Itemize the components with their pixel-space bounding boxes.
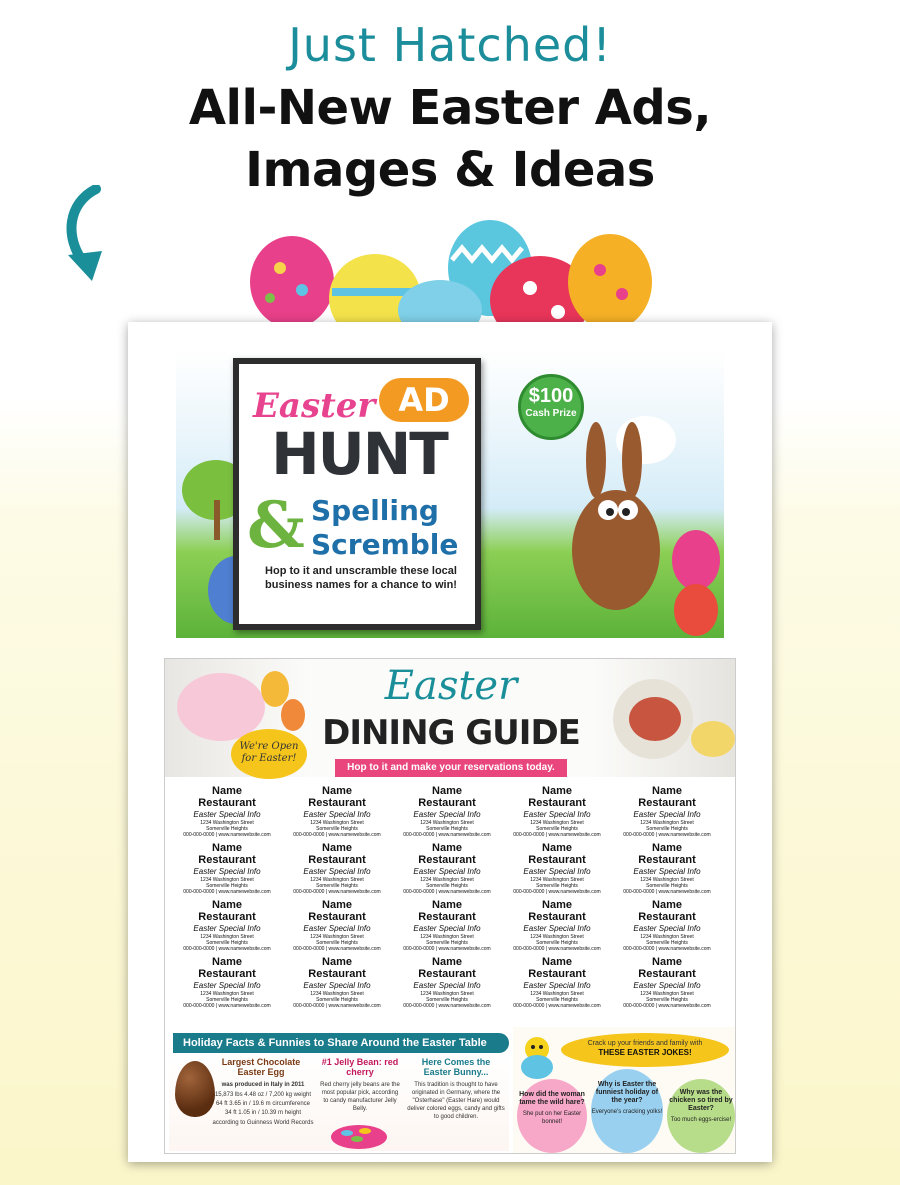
restaurant-type: Restaurant bbox=[638, 968, 696, 980]
restaurant-address: 1234 Washington Street bbox=[310, 934, 364, 940]
restaurant-address: 1234 Washington Street bbox=[640, 991, 694, 997]
restaurant-type: Restaurant bbox=[198, 911, 256, 923]
fact-easter-bunny-body: This tradition is thought to have originated in Germany, where the "Osterhase" (Easter Hare) would deliver colored eggs, candy and gifts to good children. bbox=[407, 1082, 505, 1120]
prize-label: Cash Prize bbox=[525, 408, 577, 419]
restaurant-city: Somerville Heights bbox=[646, 826, 688, 832]
restaurant-type: Restaurant bbox=[418, 854, 476, 866]
restaurant-type: Restaurant bbox=[418, 968, 476, 980]
restaurant-name: Name bbox=[322, 842, 352, 854]
restaurant-special-info: Easter Special Info bbox=[193, 981, 261, 990]
restaurant-name: Name bbox=[212, 899, 242, 911]
restaurant-listing bbox=[173, 956, 281, 1009]
restaurant-address: 1234 Washington Street bbox=[640, 934, 694, 940]
easter-jokes-section bbox=[513, 1027, 736, 1154]
joke-2 bbox=[591, 1069, 663, 1153]
fact-largest-egg-weight: 15,873 lbs 4.48 oz / 7,200 kg weight bbox=[214, 1092, 312, 1098]
restaurant-contact: 000-000-0000 | www.namewebsite.com bbox=[183, 832, 271, 838]
restaurant-name: Name bbox=[652, 956, 682, 968]
restaurant-city: Somerville Heights bbox=[206, 826, 248, 832]
jokes-title: THESE EASTER JOKES! bbox=[598, 1048, 692, 1057]
restaurant-name: Name bbox=[542, 956, 572, 968]
restaurant-name: Name bbox=[542, 842, 572, 854]
restaurant-listing bbox=[613, 899, 721, 952]
restaurant-contact: 000-000-0000 | www.namewebsite.com bbox=[403, 832, 491, 838]
restaurant-city: Somerville Heights bbox=[646, 883, 688, 889]
restaurant-type: Restaurant bbox=[308, 854, 366, 866]
restaurant-city: Somerville Heights bbox=[536, 940, 578, 946]
restaurant-listing bbox=[283, 956, 391, 1009]
restaurant-type: Restaurant bbox=[638, 911, 696, 923]
hunt-ad-badge: AD bbox=[379, 378, 469, 422]
restaurant-contact: 000-000-0000 | www.namewebsite.com bbox=[623, 946, 711, 952]
restaurant-type: Restaurant bbox=[528, 911, 586, 923]
restaurant-special-info: Easter Special Info bbox=[193, 810, 261, 819]
restaurant-name: Name bbox=[432, 842, 462, 854]
restaurant-listing bbox=[283, 842, 391, 895]
restaurant-name: Name bbox=[322, 956, 352, 968]
restaurant-address: 1234 Washington Street bbox=[200, 820, 254, 826]
restaurant-contact: 000-000-0000 | www.namewebsite.com bbox=[403, 889, 491, 895]
restaurant-city: Somerville Heights bbox=[206, 940, 248, 946]
restaurant-listing bbox=[393, 785, 501, 838]
hunt-easter-word: Easter bbox=[253, 386, 376, 426]
restaurant-special-info: Easter Special Info bbox=[633, 810, 701, 819]
prize-amount: $100 bbox=[528, 385, 574, 407]
restaurant-name: Name bbox=[432, 785, 462, 797]
restaurant-special-info: Easter Special Info bbox=[193, 924, 261, 933]
restaurant-listing bbox=[503, 785, 611, 838]
restaurant-address: 1234 Washington Street bbox=[420, 991, 474, 997]
restaurant-special-info: Easter Special Info bbox=[193, 867, 261, 876]
restaurant-address: 1234 Washington Street bbox=[530, 934, 584, 940]
restaurant-listing bbox=[393, 899, 501, 952]
restaurant-contact: 000-000-0000 | www.namewebsite.com bbox=[623, 832, 711, 838]
restaurant-contact: 000-000-0000 | www.namewebsite.com bbox=[293, 946, 381, 952]
restaurant-city: Somerville Heights bbox=[316, 826, 358, 832]
restaurant-contact: 000-000-0000 | www.namewebsite.com bbox=[183, 889, 271, 895]
joke-2-question: Why is Easter the funniest holiday of the year? bbox=[595, 1081, 659, 1104]
restaurant-type: Restaurant bbox=[418, 797, 476, 809]
restaurant-city: Somerville Heights bbox=[536, 997, 578, 1003]
restaurant-listing bbox=[283, 899, 391, 952]
open-for-easter-badge: We're Open for Easter! bbox=[231, 729, 307, 779]
restaurant-special-info: Easter Special Info bbox=[523, 810, 591, 819]
fact-largest-egg-source: according to Guinness World Records bbox=[212, 1120, 314, 1126]
restaurant-listing bbox=[503, 842, 611, 895]
restaurant-type: Restaurant bbox=[528, 968, 586, 980]
restaurant-listing bbox=[613, 842, 721, 895]
restaurant-type: Restaurant bbox=[308, 968, 366, 980]
restaurant-type: Restaurant bbox=[638, 854, 696, 866]
joke-1-question: How did the woman tame the wild hare? bbox=[519, 1091, 585, 1106]
restaurant-special-info: Easter Special Info bbox=[523, 924, 591, 933]
joke-3 bbox=[667, 1079, 735, 1153]
restaurant-contact: 000-000-0000 | www.namewebsite.com bbox=[513, 832, 601, 838]
restaurant-listing bbox=[173, 899, 281, 952]
restaurant-address: 1234 Washington Street bbox=[530, 820, 584, 826]
restaurant-name: Name bbox=[212, 956, 242, 968]
easter-eggs-image bbox=[240, 220, 660, 330]
restaurant-contact: 000-000-0000 | www.namewebsite.com bbox=[513, 946, 601, 952]
restaurant-city: Somerville Heights bbox=[646, 940, 688, 946]
restaurant-address: 1234 Washington Street bbox=[640, 820, 694, 826]
restaurant-type: Restaurant bbox=[308, 911, 366, 923]
restaurant-name: Name bbox=[322, 899, 352, 911]
restaurant-contact: 000-000-0000 | www.namewebsite.com bbox=[403, 946, 491, 952]
restaurant-name: Name bbox=[212, 785, 242, 797]
restaurant-listing bbox=[173, 842, 281, 895]
restaurant-address: 1234 Washington Street bbox=[310, 820, 364, 826]
restaurant-listing bbox=[503, 956, 611, 1009]
fact-jelly-bean-title: #1 Jelly Bean: red cherry bbox=[321, 1057, 399, 1077]
fact-easter-bunny-title: Here Comes the Easter Bunny... bbox=[421, 1057, 491, 1077]
restaurant-name: Name bbox=[432, 956, 462, 968]
restaurant-address: 1234 Washington Street bbox=[530, 877, 584, 883]
hunt-subtitle: Hop to it and unscramble these local business names for a chance to win! bbox=[265, 565, 457, 591]
restaurant-special-info: Easter Special Info bbox=[303, 981, 371, 990]
restaurant-contact: 000-000-0000 | www.namewebsite.com bbox=[623, 889, 711, 895]
hunt-scramble-word: Scremble bbox=[311, 528, 459, 561]
jokes-banner bbox=[561, 1033, 729, 1067]
header-title-line2: Images & Ideas bbox=[245, 142, 655, 198]
dining-reservation-banner: Hop to it and make your reservations today. bbox=[335, 759, 567, 777]
hunt-ampersand: & bbox=[247, 488, 305, 563]
restaurant-name: Name bbox=[542, 899, 572, 911]
restaurant-special-info: Easter Special Info bbox=[633, 924, 701, 933]
restaurant-special-info: Easter Special Info bbox=[303, 810, 371, 819]
holiday-facts-bar: Holiday Facts & Funnies to Share Around the Easter Table bbox=[173, 1033, 509, 1053]
restaurant-city: Somerville Heights bbox=[316, 997, 358, 1003]
restaurant-address: 1234 Washington Street bbox=[530, 991, 584, 997]
restaurant-city: Somerville Heights bbox=[536, 883, 578, 889]
joke-3-answer: Too much eggs-ercise! bbox=[670, 1117, 732, 1123]
restaurant-special-info: Easter Special Info bbox=[523, 981, 591, 990]
restaurant-listing bbox=[283, 785, 391, 838]
restaurant-name: Name bbox=[432, 899, 462, 911]
restaurant-name: Name bbox=[542, 785, 572, 797]
restaurant-special-info: Easter Special Info bbox=[523, 867, 591, 876]
restaurant-name: Name bbox=[652, 899, 682, 911]
restaurant-address: 1234 Washington Street bbox=[420, 934, 474, 940]
fact-jelly-bean-body: Red cherry jelly beans are the most popular pick, according to candy manufacturer Jelly Belly. bbox=[320, 1082, 400, 1112]
sample-ad-sheet bbox=[128, 322, 772, 1162]
restaurant-contact: 000-000-0000 | www.namewebsite.com bbox=[403, 1003, 491, 1009]
holiday-facts-section bbox=[169, 1053, 509, 1151]
restaurant-name: Name bbox=[652, 785, 682, 797]
restaurant-special-info: Easter Special Info bbox=[303, 867, 371, 876]
restaurant-contact: 000-000-0000 | www.namewebsite.com bbox=[293, 889, 381, 895]
hunt-spelling-scramble bbox=[311, 494, 458, 562]
restaurant-contact: 000-000-0000 | www.namewebsite.com bbox=[293, 1003, 381, 1009]
fact-largest-egg-height: 34 ft 1.05 in / 10.39 m height bbox=[224, 1110, 302, 1116]
restaurant-name: Name bbox=[212, 842, 242, 854]
joke-1 bbox=[517, 1079, 587, 1153]
restaurant-address: 1234 Washington Street bbox=[640, 877, 694, 883]
restaurant-listing bbox=[503, 899, 611, 952]
restaurant-name: Name bbox=[652, 842, 682, 854]
dining-title: DINING GUIDE bbox=[322, 713, 580, 753]
restaurant-city: Somerville Heights bbox=[206, 997, 248, 1003]
restaurant-address: 1234 Washington Street bbox=[420, 820, 474, 826]
restaurant-city: Somerville Heights bbox=[426, 883, 468, 889]
restaurant-city: Somerville Heights bbox=[426, 826, 468, 832]
restaurant-type: Restaurant bbox=[528, 797, 586, 809]
restaurant-address: 1234 Washington Street bbox=[310, 991, 364, 997]
fact-largest-egg-body: was produced in Italy in 2011 bbox=[221, 1082, 305, 1088]
header-title-line1: All-New Easter Ads, bbox=[188, 80, 712, 136]
restaurant-type: Restaurant bbox=[638, 797, 696, 809]
restaurant-type: Restaurant bbox=[528, 854, 586, 866]
restaurant-type: Restaurant bbox=[198, 968, 256, 980]
restaurant-city: Somerville Heights bbox=[426, 997, 468, 1003]
restaurant-address: 1234 Washington Street bbox=[420, 877, 474, 883]
header-subtitle: Just Hatched! bbox=[288, 18, 612, 72]
restaurant-city: Somerville Heights bbox=[536, 826, 578, 832]
restaurant-special-info: Easter Special Info bbox=[413, 981, 481, 990]
restaurant-city: Somerville Heights bbox=[206, 883, 248, 889]
restaurant-listing bbox=[393, 956, 501, 1009]
restaurant-city: Somerville Heights bbox=[426, 940, 468, 946]
jelly-beans-icon bbox=[329, 1119, 389, 1149]
restaurant-listing bbox=[613, 956, 721, 1009]
restaurant-city: Somerville Heights bbox=[646, 997, 688, 1003]
jokes-intro: Crack up your friends and family with bbox=[587, 1040, 703, 1047]
restaurant-address: 1234 Washington Street bbox=[200, 934, 254, 940]
restaurant-type: Restaurant bbox=[418, 911, 476, 923]
restaurant-contact: 000-000-0000 | www.namewebsite.com bbox=[293, 832, 381, 838]
restaurant-listing bbox=[173, 785, 281, 838]
restaurant-type: Restaurant bbox=[198, 797, 256, 809]
restaurant-listing bbox=[393, 842, 501, 895]
restaurant-address: 1234 Washington Street bbox=[310, 877, 364, 883]
restaurant-special-info: Easter Special Info bbox=[413, 810, 481, 819]
restaurant-special-info: Easter Special Info bbox=[633, 867, 701, 876]
restaurant-special-info: Easter Special Info bbox=[413, 924, 481, 933]
restaurant-special-info: Easter Special Info bbox=[633, 981, 701, 990]
restaurant-address: 1234 Washington Street bbox=[200, 877, 254, 883]
restaurant-city: Somerville Heights bbox=[316, 940, 358, 946]
joke-3-question: Why was the chicken so tired by Easter? bbox=[669, 1089, 733, 1112]
joke-1-answer: She put on her Easter bonnet! bbox=[522, 1111, 582, 1125]
restaurant-contact: 000-000-0000 | www.namewebsite.com bbox=[183, 946, 271, 952]
hunt-hunt-word: HUNT bbox=[271, 420, 447, 488]
restaurant-city: Somerville Heights bbox=[316, 883, 358, 889]
hunt-title-card bbox=[233, 358, 481, 630]
cash-prize-badge bbox=[518, 374, 584, 440]
restaurant-contact: 000-000-0000 | www.namewebsite.com bbox=[183, 1003, 271, 1009]
restaurant-type: Restaurant bbox=[308, 797, 366, 809]
easter-dining-guide-ad bbox=[164, 658, 736, 1154]
dining-easter-script: Easter bbox=[384, 663, 518, 709]
fact-largest-egg-title: Largest Chocolate Easter Egg bbox=[221, 1057, 301, 1077]
restaurant-listing bbox=[613, 785, 721, 838]
restaurant-contact: 000-000-0000 | www.namewebsite.com bbox=[513, 1003, 601, 1009]
restaurant-special-info: Easter Special Info bbox=[303, 924, 371, 933]
easter-ad-hunt-ad bbox=[176, 350, 724, 638]
restaurant-type: Restaurant bbox=[198, 854, 256, 866]
restaurant-special-info: Easter Special Info bbox=[413, 867, 481, 876]
restaurant-contact: 000-000-0000 | www.namewebsite.com bbox=[513, 889, 601, 895]
hunt-spelling-word: Spelling bbox=[311, 494, 439, 527]
restaurant-contact: 000-000-0000 | www.namewebsite.com bbox=[623, 1003, 711, 1009]
chick-in-egg-icon bbox=[517, 1031, 557, 1081]
restaurant-address: 1234 Washington Street bbox=[200, 991, 254, 997]
fact-largest-egg-circumference: 64 ft 3.65 in / 19.6 m circumference bbox=[215, 1101, 311, 1107]
curved-arrow-icon bbox=[62, 185, 132, 285]
restaurant-name: Name bbox=[322, 785, 352, 797]
joke-2-answer: Everyone's cracking yolks! bbox=[591, 1109, 663, 1115]
